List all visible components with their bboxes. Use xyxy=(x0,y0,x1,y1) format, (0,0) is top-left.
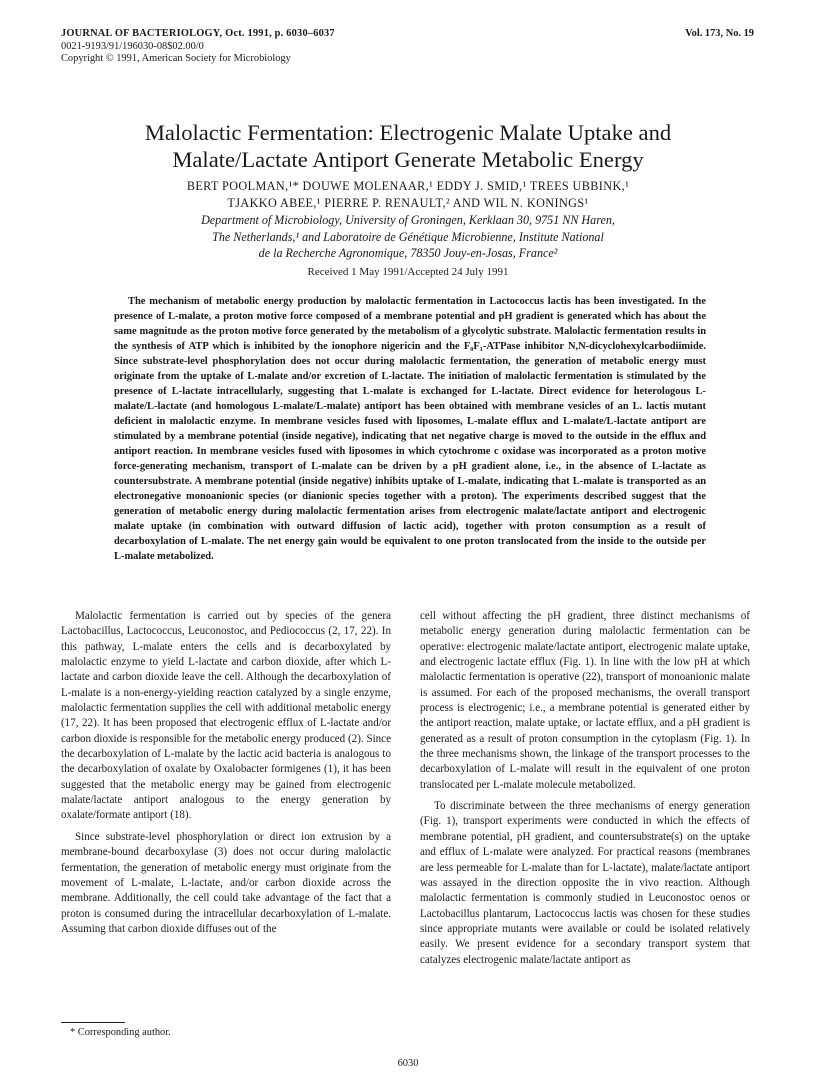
page-number: 6030 xyxy=(397,1058,419,1069)
paragraph: To discriminate between the three mechanisms of energy generation (Fig. 1), transport experiments were conducted in which the effects of membrane potential, pH gradient, and countersubstrate(s) on the uptake and efflux of L-malate were analyzed. For practical reasons (membranes are less permeable for L-malate than for L-lactate), malate/lactate antiport was assayed in the direction opposite the in vivo reaction. Although malolactic fermentation is commonly studied in Leuconostoc oenos or Lactobacillus plantarum, Lactococcus lactis was chosen for these studies since appropriate mutants were available or could be isolated relatively easily. We present evidence for a secondary transport system that catalyzes electrogenic malate/lactate antiport as xyxy=(420,800,750,966)
abstract: The mechanism of metabolic energy production by malolactic fermentation in Lactococcus lactis has been investigated. In the presence of L-malate, a proton motive force composed of a membrane potential and pH gradient is generated which has about the same magnitude as the proton motive force generated by the metabolism of a glycolytic substrate. Malolactic fermentation results in the synthesis of ATP which is inhibited by the ionophore nigericin and the F₀F₁-ATPase inhibitor N,N-dicyclohexylcarbodiimide. Since substrate-level phosphorylation does not occur during malolactic fermentation, the generation of metabolic energy must originate from the uptake of L-malate and/or excretion of L-lactate. The initiation of malolactic fermentation is stimulated by the presence of L-lactate intracellularly, suggesting that L-malate is exchanged for L-lactate. Direct evidence for heterologous L-malate/L-lactate (and homologous L-malate/L-malate) antiport has been obtained with membrane vesicles of an L. lactis mutant deficient in malolactic enzyme. In membrane vesicles fused with liposomes, L-malate efflux and L-malate/L-lactate antiport are stimulated by a membrane potential (inside negative), indicating that net negative charge is moved to the outside in the efflux and antiport reaction. In membrane vesicles fused with liposomes in which cytochrome c oxidase was incorporated as a proton motive force-generating mechanism, transport of L-malate can be driven by a pH gradient alone, i.e., in the absence of L-lactate as countersubstrate. A membrane potential (inside negative) inhibits uptake of L-malate, indicating that L-malate is transported as an electronegative monoanionic species (or dianionic species together with a proton). The experiments described suggest that the generation of metabolic energy during malolactic fermentation arises from electrogenic malate/lactate antiport and electrogenic malate uptake (in combination with outward diffusion of lactic acid), together with proton consumption as a result of decarboxylation of L-malate. The net energy gain would be equivalent to one proton translocated from the inside to the outside per L-malate metabolized. xyxy=(114,296,706,562)
paragraph: Malolactic fermentation is carried out by species of the genera Lactobacillus, Lactococcus, Leuconostoc, and Pediococcus (2, 17, 22). In this pathway, L-malate enters the cells and is decarboxylated by malolactic enzyme to yield L-lactate and carbon dioxide, after which L-lactate and carbon dioxide leave the cell. Although the decarboxylation of L-malate is a non-energy-yielding reaction catalyzed by a single enzyme, malolactic fermentation supplies the cell with additional metabolic energy (17, 22). It has been proposed that electrogenic efflux of L-lactate and/or carbon dioxide is responsible for the metabolic energy produced (2). Since the decarboxylation of L-malate by the lactic acid bacteria is analogous to the decarboxylation of oxalate by Oxalobacter formigenes (1), it has been suggested that the metabolic energy may be gained from electrogenic malate/lactate antiport analogous to the energy generation by oxalate/formate antiport (18). xyxy=(61,610,391,822)
journal-citation: JOURNAL OF BACTERIOLOGY, Oct. 1991, p. 6030–6037 xyxy=(61,28,335,39)
received-dates: Received 1 May 1991/Accepted 24 July 1991 xyxy=(307,266,509,278)
affiliation-line-2: The Netherlands,¹ and Laboratoire de Génétique Microbienne, Institute National xyxy=(212,229,604,244)
author-list xyxy=(40,178,776,211)
paragraph: Since substrate-level phosphorylation or direct ion extrusion by a membrane-bound decarboxylase (3) does not occur during malolactic fermentation, the generation of metabolic energy must originate from the movement of L-malate, L-lactate, and/or carbon dioxide across the membrane. Additionally, the cell could take advantage of the fact that a proton is consumed during the intracellular decarboxylation of L-malate. Assuming that carbon dioxide diffuses out of the xyxy=(61,830,391,935)
footnote: * Corresponding author. xyxy=(70,1027,171,1038)
affiliations xyxy=(40,212,776,262)
body-left-column xyxy=(61,609,391,937)
affiliation-line-3: de la Recherche Agronomique, 78350 Jouy-en-Josas, France² xyxy=(258,246,558,260)
journal-header xyxy=(61,28,335,66)
copyright: Copyright © 1991, American Society for Microbiology xyxy=(61,53,291,65)
paragraph: cell without affecting the pH gradient, three distinct mechanisms of metabolic energy generation during malolactic fermentation can be operative: electrogenic malate/lactate antiport, electrogenic malate uptake, and electrogenic lactate efflux (Fig. 1). In line with the low pH at which malolactic fermentation is operative (22), transport of monoanionic malate is assumed. For each of the proposed mechanisms, the overall transport process is electrogenic; i.e., a membrane potential is generated either by the antiport reaction, malate uptake, or lactate efflux, and a pH gradient is generated as a result of proton consumption in the cytoplasm (Fig. 1). In the three mechanisms shown, the linkage of the transport processes to the decarboxylation of L-malate will result in the equivalent of one proton translocated per L-malate molecule metabolized. xyxy=(420,610,750,791)
title-line-1: Malolactic Fermentation: Electrogenic Malate Uptake and xyxy=(144,120,672,145)
article-title xyxy=(40,119,776,173)
affiliation-line-1: Department of Microbiology, University of Groningen, Kerklaan 30, 9751 NN Haren, xyxy=(201,213,615,227)
authors-line-2: TJAKKO ABEE,¹ PIERRE P. RENAULT,² AND WIL N. KONINGS¹ xyxy=(227,195,589,210)
title-line-2: Malate/Lactate Antiport Generate Metabolic Energy xyxy=(172,147,644,172)
footnote-divider xyxy=(61,1022,125,1023)
journal-code: 0021-9193/91/196030-08$02.00/0 xyxy=(61,40,204,52)
authors-line-1: BERT POOLMAN,¹* DOUWE MOLENAAR,¹ EDDY J. SMID,¹ TREES UBBINK,¹ xyxy=(186,179,630,193)
body-right-column xyxy=(420,609,750,968)
volume-number: Vol. 173, No. 19 xyxy=(685,28,754,39)
